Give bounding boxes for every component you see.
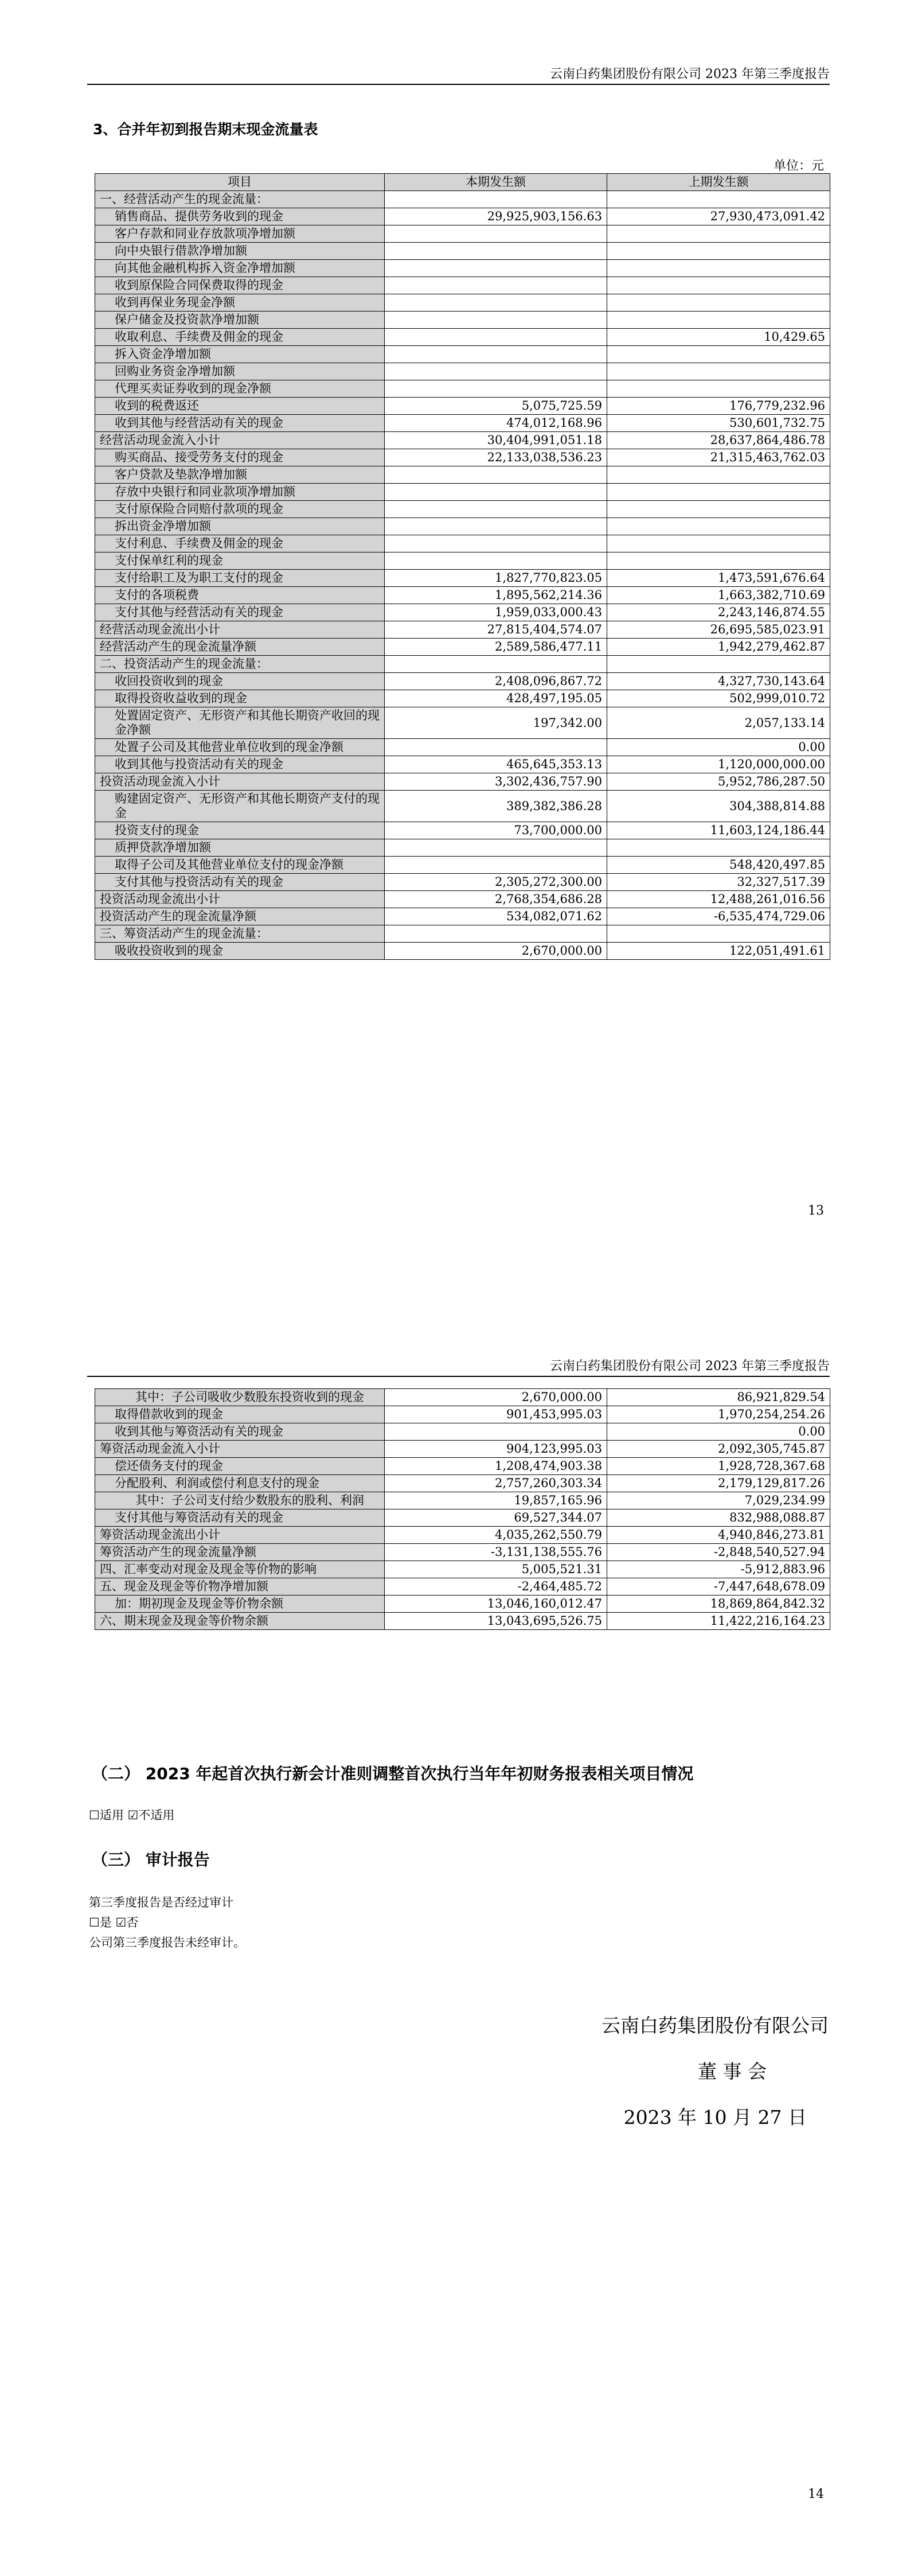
prior-period-value: 1,928,728,367.68 [607, 1458, 830, 1475]
table-row [95, 1561, 830, 1578]
table-row [95, 191, 830, 208]
row-label: 三、筹资活动产生的现金流量： [95, 925, 385, 943]
row-label: 投资活动现金流出小计 [95, 891, 385, 908]
prior-period-value [607, 656, 830, 673]
prior-period-value [607, 312, 830, 329]
row-label: 四、汇率变动对现金及现金等价物的影响 [95, 1561, 385, 1578]
row-label: 收到的税费返还 [95, 398, 385, 415]
prior-period-value: 11,603,124,186.44 [607, 822, 830, 839]
checkbox-no-icon: ☑ [115, 1916, 127, 1929]
row-label: 投资活动产生的现金流量净额 [95, 908, 385, 925]
signature-company: 云南白药集团股份有限公司 [602, 2014, 829, 2037]
row-label: 向中央银行借款净增加额 [95, 243, 385, 260]
current-period-value: 4,035,262,550.79 [385, 1527, 607, 1544]
current-period-value: 5,075,725.59 [385, 398, 607, 415]
row-label: 取得子公司及其他营业单位支付的现金净额 [95, 857, 385, 874]
current-period-value: 2,670,000.00 [385, 943, 607, 960]
table-row [95, 277, 830, 294]
table-row [95, 518, 830, 535]
row-label: 六、期末现金及现金等价物余额 [95, 1613, 385, 1630]
current-period-value [385, 535, 607, 552]
prior-period-value [607, 484, 830, 501]
prior-period-value [607, 501, 830, 518]
current-period-value: 1,827,770,823.05 [385, 570, 607, 587]
header-current: 本期发生额 [385, 174, 607, 191]
row-label: 客户存款和同业存放款项净增加额 [95, 225, 385, 243]
row-label: 取得投资收益收到的现金 [95, 690, 385, 707]
row-label: 其中：子公司吸收少数股东投资收到的现金 [95, 1389, 385, 1406]
table-row [95, 756, 830, 773]
current-period-value: 1,208,474,903.38 [385, 1458, 607, 1475]
prior-period-value [607, 225, 830, 243]
prior-period-value: 2,092,305,745.87 [607, 1441, 830, 1458]
row-label: 投资支付的现金 [95, 822, 385, 839]
table-row [95, 639, 830, 656]
prior-period-value: 1,473,591,676.64 [607, 570, 830, 587]
table-row [95, 312, 830, 329]
current-period-value: -3,131,138,555.76 [385, 1544, 607, 1561]
prior-period-value: 32,327,517.39 [607, 874, 830, 891]
current-period-value: 197,342.00 [385, 707, 607, 739]
row-label: 其中：子公司支付给少数股东的股利、利润 [95, 1492, 385, 1509]
current-period-value: -2,464,485.72 [385, 1578, 607, 1596]
table-row [95, 1527, 830, 1544]
prior-period-value: 1,663,382,710.69 [607, 587, 830, 604]
row-label: 支付其他与经营活动有关的现金 [95, 604, 385, 621]
current-period-value: 428,497,195.05 [385, 690, 607, 707]
prior-period-value: 832,988,088.87 [607, 1509, 830, 1527]
row-label: 取得借款收到的现金 [95, 1406, 385, 1423]
current-period-value: 19,857,165.96 [385, 1492, 607, 1509]
prior-period-value: 1,120,000,000.00 [607, 756, 830, 773]
prior-period-value: -7,447,648,678.09 [607, 1578, 830, 1596]
table-row [95, 329, 830, 346]
table-row [95, 1509, 830, 1527]
table-row [95, 891, 830, 908]
signature-board: 董 事 会 [698, 2060, 767, 2083]
row-label: 购买商品、接受劳务支付的现金 [95, 449, 385, 466]
prior-period-value: 5,952,786,287.50 [607, 773, 830, 791]
cash-flow-table-continued [95, 1388, 830, 1630]
page-number: 13 [808, 1204, 824, 1218]
table-row [95, 822, 830, 839]
current-period-value [385, 466, 607, 484]
row-label: 筹资活动现金流入小计 [95, 1441, 385, 1458]
audit-question: 第三季度报告是否经过审计 [89, 1896, 233, 1909]
current-period-value: 29,925,903,156.63 [385, 208, 607, 225]
yes-label: 是 [99, 1916, 112, 1929]
row-label: 一、经营活动产生的现金流量： [95, 191, 385, 208]
current-period-value: 1,895,562,214.36 [385, 587, 607, 604]
table-row [95, 552, 830, 570]
row-label: 支付给职工及为职工支付的现金 [95, 570, 385, 587]
table-row [95, 432, 830, 449]
section-2-title: （二） 2023 年起首次执行新会计准则调整首次执行当年年初财务报表相关项目情况 [92, 1764, 694, 1783]
table-row [95, 943, 830, 960]
table-row [95, 656, 830, 673]
current-period-value [385, 518, 607, 535]
prior-period-value [607, 277, 830, 294]
table-row [95, 535, 830, 552]
row-label: 收到其他与筹资活动有关的现金 [95, 1423, 385, 1441]
prior-period-value: 4,327,730,143.64 [607, 673, 830, 690]
prior-period-value: 530,601,732.75 [607, 415, 830, 432]
prior-period-value: 304,388,814.88 [607, 791, 830, 822]
current-period-value [385, 243, 607, 260]
row-label: 向其他金融机构拆入资金净增加额 [95, 260, 385, 277]
row-label: 保户储金及投资款净增加额 [95, 312, 385, 329]
current-period-value: 22,133,038,536.23 [385, 449, 607, 466]
current-period-value [385, 839, 607, 857]
row-label: 质押贷款净增加额 [95, 839, 385, 857]
prior-period-value [607, 363, 830, 380]
table-row [95, 466, 830, 484]
prior-period-value: 27,930,473,091.42 [607, 208, 830, 225]
current-period-value [385, 656, 607, 673]
table-row [95, 690, 830, 707]
prior-period-value: -6,535,474,729.06 [607, 908, 830, 925]
row-label: 销售商品、提供劳务收到的现金 [95, 208, 385, 225]
table-row [95, 839, 830, 857]
table-row [95, 449, 830, 466]
prior-period-value: 26,695,585,023.91 [607, 621, 830, 639]
checkbox-not-applicable-icon: ☑ [127, 1808, 139, 1822]
table-row [95, 621, 830, 639]
current-period-value [385, 363, 607, 380]
not-applicable-label: 不适用 [138, 1808, 175, 1822]
audit-choice [89, 1913, 138, 1931]
table-row [95, 673, 830, 690]
prior-period-value: 548,420,497.85 [607, 857, 830, 874]
current-period-value [385, 346, 607, 363]
current-period-value: 2,589,586,477.11 [385, 639, 607, 656]
table-row [95, 398, 830, 415]
current-period-value [385, 484, 607, 501]
row-label: 筹资活动现金流出小计 [95, 1527, 385, 1544]
current-period-value: 2,408,096,867.72 [385, 673, 607, 690]
row-label: 收回投资收到的现金 [95, 673, 385, 690]
row-label: 存放中央银行和同业款项净增加额 [95, 484, 385, 501]
prior-period-value: 1,942,279,462.87 [607, 639, 830, 656]
table-row [95, 1389, 830, 1406]
row-label: 偿还债务支付的现金 [95, 1458, 385, 1475]
table-row [95, 1613, 830, 1630]
row-label: 筹资活动产生的现金流量净额 [95, 1544, 385, 1561]
table-row [95, 484, 830, 501]
row-label: 收到原保险合同保费取得的现金 [95, 277, 385, 294]
current-period-value: 30,404,991,051.18 [385, 432, 607, 449]
prior-period-value [607, 466, 830, 484]
prior-period-value [607, 839, 830, 857]
table-row [95, 925, 830, 943]
header-rule [87, 1376, 830, 1377]
audit-statement: 公司第三季度报告未经审计。 [89, 1936, 245, 1949]
prior-period-value [607, 380, 830, 398]
prior-period-value: 122,051,491.61 [607, 943, 830, 960]
row-label: 加：期初现金及现金等价物余额 [95, 1596, 385, 1613]
row-label: 二、投资活动产生的现金流量： [95, 656, 385, 673]
table-row [95, 501, 830, 518]
row-label: 处置固定资产、无形资产和其他长期资产收回的现金净额 [95, 707, 385, 739]
table-row [95, 225, 830, 243]
table-row [95, 587, 830, 604]
current-period-value: 474,012,168.96 [385, 415, 607, 432]
table-row [95, 874, 830, 891]
page-header: 云南白药集团股份有限公司 2023 年第三季度报告 [550, 67, 830, 81]
prior-period-value: 2,057,133.14 [607, 707, 830, 739]
prior-period-value: 1,970,254,254.26 [607, 1406, 830, 1423]
section-3-title: （三） 审计报告 [92, 1850, 210, 1869]
prior-period-value: 7,029,234.99 [607, 1492, 830, 1509]
current-period-value: 2,305,272,300.00 [385, 874, 607, 891]
row-label: 代理买卖证券收到的现金净额 [95, 380, 385, 398]
prior-period-value [607, 925, 830, 943]
table-row [95, 857, 830, 874]
table-row [95, 791, 830, 822]
row-label: 收到再保业务现金净额 [95, 294, 385, 312]
prior-period-value [607, 191, 830, 208]
current-period-value [385, 312, 607, 329]
current-period-value [385, 501, 607, 518]
no-label: 否 [126, 1916, 139, 1929]
prior-period-value [607, 294, 830, 312]
prior-period-value: 18,869,864,842.32 [607, 1596, 830, 1613]
current-period-value: 27,815,404,574.07 [385, 621, 607, 639]
current-period-value [385, 1423, 607, 1441]
row-label: 分配股利、利润或偿付利息支付的现金 [95, 1475, 385, 1492]
table-row [95, 1441, 830, 1458]
row-label: 经营活动产生的现金流量净额 [95, 639, 385, 656]
prior-period-value [607, 552, 830, 570]
current-period-value: 2,670,000.00 [385, 1389, 607, 1406]
table-row [95, 1458, 830, 1475]
signature-date: 2023 年 10 月 27 日 [623, 2106, 807, 2128]
row-label: 吸收投资收到的现金 [95, 943, 385, 960]
prior-period-value: 0.00 [607, 1423, 830, 1441]
table-row [95, 380, 830, 398]
row-label: 支付原保险合同赔付款项的现金 [95, 501, 385, 518]
row-label: 收取利息、手续费及佣金的现金 [95, 329, 385, 346]
row-label: 经营活动现金流出小计 [95, 621, 385, 639]
current-period-value: 2,757,260,303.34 [385, 1475, 607, 1492]
prior-period-value [607, 243, 830, 260]
current-period-value [385, 225, 607, 243]
row-label: 处置子公司及其他营业单位收到的现金净额 [95, 739, 385, 756]
prior-period-value: 12,488,261,016.56 [607, 891, 830, 908]
current-period-value [385, 191, 607, 208]
page-header: 云南白药集团股份有限公司 2023 年第三季度报告 [550, 1359, 830, 1373]
page-number: 14 [808, 2487, 824, 2501]
page-14 [0, 1291, 910, 2576]
prior-period-value: 86,921,829.54 [607, 1389, 830, 1406]
row-label: 回购业务资金净增加额 [95, 363, 385, 380]
table-row [95, 1406, 830, 1423]
current-period-value: 465,645,353.13 [385, 756, 607, 773]
prior-period-value: -5,912,883.96 [607, 1561, 830, 1578]
row-label: 支付的各项税费 [95, 587, 385, 604]
current-period-value: 69,527,344.07 [385, 1509, 607, 1527]
table-row [95, 346, 830, 363]
table-row [95, 739, 830, 756]
table-row [95, 570, 830, 587]
current-period-value [385, 260, 607, 277]
section-title: 3、合并年初到报告期末现金流量表 [93, 121, 318, 138]
table-row [95, 260, 830, 277]
current-period-value: 13,043,695,526.75 [385, 1613, 607, 1630]
prior-period-value: 21,315,463,762.03 [607, 449, 830, 466]
current-period-value [385, 857, 607, 874]
table-row [95, 415, 830, 432]
header-prior: 上期发生额 [607, 174, 830, 191]
unit-label: 单位：元 [773, 159, 824, 173]
applicable-label: 适用 [99, 1808, 124, 1822]
row-label: 拆入资金净增加额 [95, 346, 385, 363]
prior-period-value [607, 518, 830, 535]
prior-period-value: -2,848,540,527.94 [607, 1544, 830, 1561]
current-period-value: 2,768,354,686.28 [385, 891, 607, 908]
prior-period-value: 11,422,216,164.23 [607, 1613, 830, 1630]
table-row [95, 604, 830, 621]
current-period-value: 73,700,000.00 [385, 822, 607, 839]
row-label: 拆出资金净增加额 [95, 518, 385, 535]
checkbox-yes-icon: ☐ [89, 1916, 100, 1929]
row-label: 五、现金及现金等价物净增加额 [95, 1578, 385, 1596]
current-period-value: 3,302,436,757.90 [385, 773, 607, 791]
current-period-value: 534,082,071.62 [385, 908, 607, 925]
prior-period-value [607, 346, 830, 363]
table-row [95, 773, 830, 791]
table-row [95, 294, 830, 312]
prior-period-value: 176,779,232.96 [607, 398, 830, 415]
table-row [95, 243, 830, 260]
current-period-value: 904,123,995.03 [385, 1441, 607, 1458]
row-label: 支付其他与筹资活动有关的现金 [95, 1509, 385, 1527]
table-row [95, 363, 830, 380]
table-row [95, 707, 830, 739]
table-header-row [95, 174, 830, 191]
prior-period-value: 10,429.65 [607, 329, 830, 346]
prior-period-value: 2,179,129,817.26 [607, 1475, 830, 1492]
prior-period-value [607, 535, 830, 552]
table-row [95, 1578, 830, 1596]
prior-period-value: 4,940,846,273.81 [607, 1527, 830, 1544]
current-period-value: 1,959,033,000.43 [385, 604, 607, 621]
row-label: 收到其他与投资活动有关的现金 [95, 756, 385, 773]
current-period-value: 901,453,995.03 [385, 1406, 607, 1423]
header-rule [87, 84, 830, 85]
prior-period-value [607, 260, 830, 277]
current-period-value [385, 739, 607, 756]
row-label: 支付保单红利的现金 [95, 552, 385, 570]
row-label: 客户贷款及垫款净增加额 [95, 466, 385, 484]
prior-period-value: 0.00 [607, 739, 830, 756]
current-period-value: 5,005,521.31 [385, 1561, 607, 1578]
header-item: 项目 [95, 174, 385, 191]
current-period-value [385, 294, 607, 312]
applicable-choice [89, 1806, 174, 1823]
row-label: 经营活动现金流入小计 [95, 432, 385, 449]
row-label: 投资活动现金流入小计 [95, 773, 385, 791]
table-row [95, 1492, 830, 1509]
current-period-value [385, 380, 607, 398]
prior-period-value: 502,999,010.72 [607, 690, 830, 707]
table-row [95, 1544, 830, 1561]
cash-flow-table [95, 173, 830, 960]
table-row [95, 908, 830, 925]
prior-period-value: 28,637,864,486.78 [607, 432, 830, 449]
table-row [95, 208, 830, 225]
current-period-value [385, 552, 607, 570]
row-label: 收到其他与经营活动有关的现金 [95, 415, 385, 432]
row-label: 支付其他与投资活动有关的现金 [95, 874, 385, 891]
current-period-value [385, 925, 607, 943]
table-row [95, 1475, 830, 1492]
prior-period-value: 2,243,146,874.55 [607, 604, 830, 621]
current-period-value: 389,382,386.28 [385, 791, 607, 822]
table-row [95, 1423, 830, 1441]
current-period-value [385, 277, 607, 294]
row-label: 支付利息、手续费及佣金的现金 [95, 535, 385, 552]
current-period-value [385, 329, 607, 346]
current-period-value: 13,046,160,012.47 [385, 1596, 607, 1613]
table-row [95, 1596, 830, 1613]
row-label: 购建固定资产、无形资产和其他长期资产支付的现金 [95, 791, 385, 822]
checkbox-applicable-icon: ☐ [89, 1808, 100, 1822]
